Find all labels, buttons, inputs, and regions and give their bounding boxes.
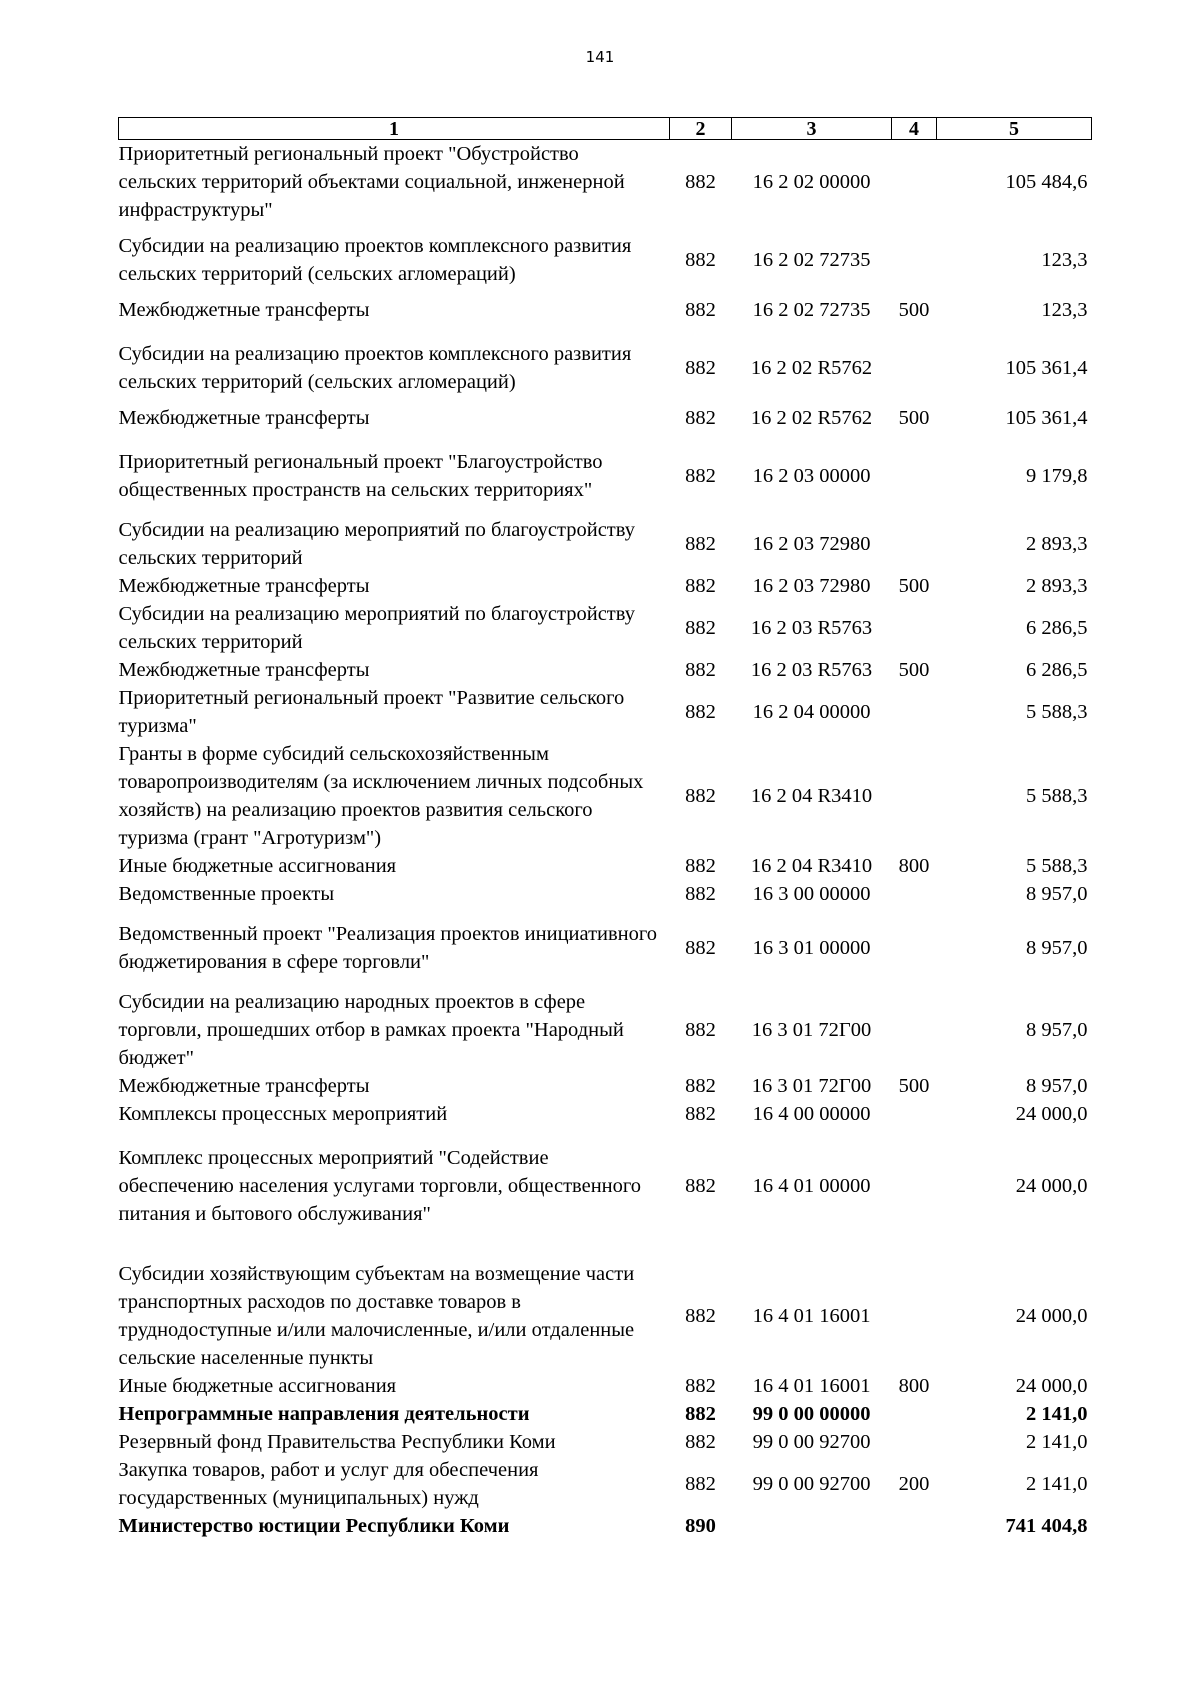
row-sum: 2 893,3 <box>1026 575 1088 597</box>
row-sum: 2 141,0 <box>1026 1403 1088 1425</box>
row-code: 99 0 00 92700 <box>752 1431 871 1453</box>
row-type <box>892 1428 937 1456</box>
row-type <box>892 1400 937 1428</box>
row-sum: 2 893,3 <box>1026 533 1088 555</box>
row-sum: 24 000,0 <box>1015 1175 1088 1197</box>
row-code <box>732 1512 892 1540</box>
row-sum: 9 179,8 <box>1026 465 1088 487</box>
row-gr: 882 <box>685 855 716 877</box>
row-sum: 123,3 <box>1041 299 1088 321</box>
row-sum: 24 000,0 <box>1015 1375 1088 1397</box>
table-row <box>119 880 1092 908</box>
column-header-sum: 5 <box>937 118 1092 140</box>
row-type: 500 <box>898 407 930 429</box>
row-code: 99 0 00 92700 <box>752 1473 871 1495</box>
row-sum: 5 588,3 <box>1026 701 1088 723</box>
row-code: 16 2 02 R5762 <box>750 357 873 379</box>
row-sum: 105 484,6 <box>1005 171 1088 193</box>
row-type <box>892 332 937 396</box>
row-code: 16 2 03 72980 <box>752 575 871 597</box>
row-name: Субсидии на реализацию мероприятий по благоустройству сельских территорий <box>118 519 635 569</box>
row-type <box>892 1128 937 1232</box>
row-sum: 123,3 <box>1041 249 1088 271</box>
row-gr: 882 <box>685 883 716 905</box>
row-gr: 882 <box>685 465 716 487</box>
row-gr: 882 <box>685 1403 716 1425</box>
row-gr: 882 <box>685 1375 716 1397</box>
row-sum: 8 957,0 <box>1026 1019 1088 1041</box>
column-header-gr: 2 <box>670 118 732 140</box>
row-type <box>892 684 937 740</box>
row-name: Приоритетный региональный проект "Развитие сельского туризма" <box>118 687 625 737</box>
table-row <box>119 600 1092 656</box>
table-body <box>119 140 1092 1541</box>
row-sum: 6 286,5 <box>1026 659 1088 681</box>
row-code: 16 4 01 16001 <box>752 1305 871 1327</box>
row-type <box>892 1512 937 1540</box>
table-row <box>119 852 1092 880</box>
table-row <box>119 656 1092 684</box>
row-name: Закупка товаров, работ и услуг для обеспечения государственных (муниципальных) нужд <box>118 1459 539 1509</box>
table-row <box>119 1128 1092 1232</box>
row-code: 16 2 04 R3410 <box>750 785 873 807</box>
row-name: Субсидии на реализацию народных проектов в сфере торговли, прошедших отбор в рамках проекта "Народный бюджет" <box>118 991 624 1069</box>
row-gr: 882 <box>685 575 716 597</box>
row-type: 500 <box>898 575 930 597</box>
row-gr: 882 <box>685 701 716 723</box>
row-name: Комплекс процессных мероприятий "Содействие обеспечению населения услугами торговли, общественного питания и бытового обслуживания" <box>118 1147 642 1225</box>
row-code: 16 2 03 R5763 <box>750 659 873 681</box>
table-row <box>119 908 1092 976</box>
row-sum: 105 361,4 <box>1005 407 1088 429</box>
row-name: Министерство юстиции Республики Коми <box>118 1515 510 1537</box>
row-type <box>892 440 937 504</box>
row-code: 16 2 04 00000 <box>752 701 871 723</box>
row-sum: 24 000,0 <box>1015 1103 1088 1125</box>
table-row <box>119 504 1092 572</box>
row-name: Межбюджетные трансферты <box>118 659 370 681</box>
row-gr: 882 <box>685 937 716 959</box>
row-code: 16 4 00 00000 <box>752 1103 871 1125</box>
row-name: Межбюджетные трансферты <box>118 1075 370 1097</box>
table-row <box>119 1372 1092 1400</box>
row-name: Субсидии на реализацию проектов комплексного развития сельских территорий (сельских агломераций) <box>118 235 632 285</box>
table-row <box>119 332 1092 396</box>
table-row <box>119 224 1092 288</box>
row-gr: 882 <box>685 533 716 555</box>
row-sum: 2 141,0 <box>1026 1473 1088 1495</box>
row-gr: 882 <box>685 357 716 379</box>
table-row <box>119 1232 1092 1372</box>
column-header-code: 3 <box>732 118 892 140</box>
row-code: 16 2 03 72980 <box>752 533 871 555</box>
table-row <box>119 1400 1092 1428</box>
column-header-type: 4 <box>892 118 937 140</box>
row-code: 16 2 02 72735 <box>752 249 871 271</box>
row-gr: 882 <box>685 299 716 321</box>
row-gr: 882 <box>685 1473 716 1495</box>
row-type: 200 <box>898 1473 930 1495</box>
row-sum: 105 361,4 <box>1005 357 1088 379</box>
row-gr: 882 <box>685 1431 716 1453</box>
row-code: 16 2 02 00000 <box>752 171 871 193</box>
row-code: 16 4 01 16001 <box>752 1375 871 1397</box>
row-code: 16 2 02 72735 <box>752 299 871 321</box>
row-name: Иные бюджетные ассигнования <box>118 1375 397 1397</box>
table-row <box>119 1512 1092 1540</box>
row-sum: 8 957,0 <box>1026 1075 1088 1097</box>
row-gr: 882 <box>685 1103 716 1125</box>
row-code: 16 4 01 00000 <box>752 1175 871 1197</box>
table-row <box>119 288 1092 332</box>
row-sum: 6 286,5 <box>1026 617 1088 639</box>
table-row <box>119 1428 1092 1456</box>
row-type <box>892 740 937 852</box>
table-row <box>119 572 1092 600</box>
row-name: Субсидии хозяйствующим субъектам на возмещение части транспортных расходов по доставке товаров в труднодоступные и/или малочисленные, и/или отдаленные сельские населенные пункты <box>118 1263 635 1369</box>
row-gr: 882 <box>685 785 716 807</box>
row-name: Гранты в форме субсидий сельскохозяйственным товаропроизводителям (за исключением личных подсобных хозяйств) на реализацию проектов развития сельского туризма (грант "Агротуризм") <box>118 743 644 849</box>
row-sum: 2 141,0 <box>1026 1431 1088 1453</box>
row-type <box>892 908 937 976</box>
row-code: 16 2 04 R3410 <box>750 855 873 877</box>
row-name: Межбюджетные трансферты <box>118 407 370 429</box>
row-sum: 8 957,0 <box>1026 937 1088 959</box>
row-type: 500 <box>898 299 930 321</box>
table-row <box>119 1100 1092 1128</box>
row-code: 99 0 00 00000 <box>752 1403 871 1425</box>
row-type <box>892 224 937 288</box>
row-gr: 882 <box>685 1075 716 1097</box>
row-name: Межбюджетные трансферты <box>118 299 370 321</box>
table-row <box>119 1072 1092 1100</box>
row-code: 16 2 02 R5762 <box>750 407 873 429</box>
row-gr: 882 <box>685 407 716 429</box>
row-code: 16 2 03 R5763 <box>750 617 873 639</box>
row-type <box>892 504 937 572</box>
row-name: Ведомственные проекты <box>118 883 335 905</box>
row-name: Межбюджетные трансферты <box>118 575 370 597</box>
row-name: Субсидии на реализацию мероприятий по благоустройству сельских территорий <box>118 603 635 653</box>
table-row <box>119 140 1092 225</box>
row-code: 16 3 01 72Г00 <box>751 1019 872 1041</box>
table-header <box>119 118 1092 140</box>
row-code: 16 2 03 00000 <box>752 465 871 487</box>
budget-table <box>118 117 1092 1540</box>
table-row <box>119 684 1092 740</box>
row-code: 16 3 01 72Г00 <box>751 1075 872 1097</box>
row-type: 500 <box>898 1075 930 1097</box>
row-name: Приоритетный региональный проект "Обустройство сельских территорий объектами социальной, инженерной инфраструктуры" <box>118 143 625 221</box>
row-code: 16 3 00 00000 <box>752 883 871 905</box>
row-sum: 5 588,3 <box>1026 785 1088 807</box>
row-gr: 882 <box>685 1305 716 1327</box>
row-gr: 882 <box>685 171 716 193</box>
column-header-name: 1 <box>119 118 670 140</box>
row-name: Субсидии на реализацию проектов комплексного развития сельских территорий (сельских агломераций) <box>118 343 632 393</box>
row-type <box>892 1232 937 1372</box>
table-row <box>119 976 1092 1072</box>
table-row <box>119 396 1092 440</box>
row-gr: 882 <box>685 249 716 271</box>
row-gr: 882 <box>685 659 716 681</box>
row-gr: 882 <box>685 1175 716 1197</box>
row-name: Иные бюджетные ассигнования <box>118 855 397 877</box>
row-type <box>892 880 937 908</box>
row-type: 800 <box>898 1375 930 1397</box>
row-type <box>892 1100 937 1128</box>
row-gr: 890 <box>685 1515 716 1537</box>
row-name: Комплексы процессных мероприятий <box>118 1103 448 1125</box>
row-type <box>892 140 937 225</box>
row-sum: 5 588,3 <box>1026 855 1088 877</box>
row-name: Непрограммные направления деятельности <box>118 1403 530 1425</box>
row-name: Приоритетный региональный проект "Благоустройство общественных пространств на сельских территориях" <box>118 451 603 501</box>
row-sum: 8 957,0 <box>1026 883 1088 905</box>
row-name: Ведомственный проект "Реализация проектов инициативного бюджетирования в сфере торговли" <box>118 923 658 973</box>
row-code: 16 3 01 00000 <box>752 937 871 959</box>
table-row <box>119 740 1092 852</box>
page-number: 141 <box>585 48 615 66</box>
row-sum: 741 404,8 <box>1005 1515 1088 1537</box>
table-row <box>119 1456 1092 1512</box>
row-type <box>892 600 937 656</box>
row-name: Резервный фонд Правительства Республики Коми <box>118 1431 556 1453</box>
row-gr: 882 <box>685 1019 716 1041</box>
row-type <box>892 976 937 1072</box>
row-sum: 24 000,0 <box>1015 1305 1088 1327</box>
row-gr: 882 <box>685 617 716 639</box>
row-type: 800 <box>898 855 930 877</box>
row-type: 500 <box>898 659 930 681</box>
table-row <box>119 440 1092 504</box>
